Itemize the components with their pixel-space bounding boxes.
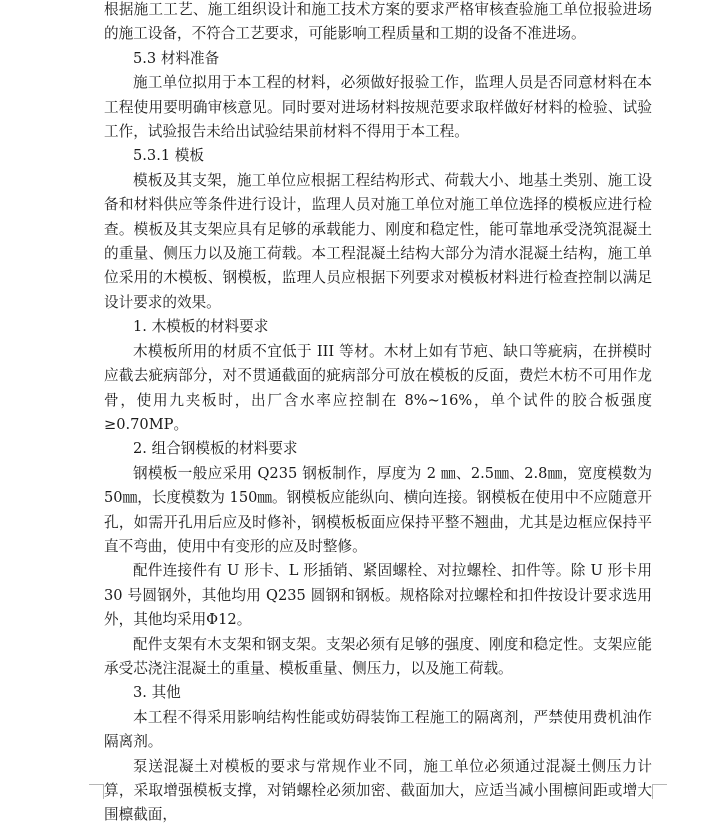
body-paragraph: 配件支架有木支架和钢支架。支架必须有足够的强度、刚度和稳定性。支架应能承受芯浇注混凝土的重量、模板重量、侧压力，以及施工荷载。 — [104, 635, 652, 677]
body-paragraph: 泵送混凝土对模板的要求与常规作业不同，施工单位必须通过混凝土侧压力计算，采取增强模板支撑，对销螺栓必须加密、截面加大，应适当减小围檩间距或增大围檩截面， — [104, 757, 652, 824]
document-body — [104, 0, 652, 828]
body-paragraph: 施工单位拟用于本工程的材料，必须做好报验工作，监理人员是否同意材料在本工程使用要明确审核意见。同时要对进场材料按规范要求取样做好材料的检验、试验工作，试验报告未给出试验结果前材料不得用于本工程。 — [104, 74, 652, 141]
page-corner-mark-bottom-left — [89, 784, 104, 799]
page-corner-mark-bottom-right — [652, 784, 667, 799]
body-paragraph: 配件连接件有 U 形卡、L 形插销、紧固螺栓、对拉螺栓、扣件等。除 U 形卡用 30 号圆钢外，其他均用 Q235 圆钢和钢板。规格除对拉螺栓和扣件按设计要求选用外，其他均采用Φ12。 — [104, 562, 652, 629]
section-heading: 5.3.1 模板 — [133, 147, 204, 165]
body-paragraph: 本工程不得采用影响结构性能或妨碍装饰工程施工的隔离剂，严禁使用费机油作隔离剂。 — [104, 708, 652, 751]
body-paragraph: 木模板所用的材质不宜低于 III 等材。木材上如有节疤、缺口等疵病，在拼模时应截去疵病部分，对不贯通截面的疵病部分可放在模板的反面，费烂木枋不可用作龙骨，使用九夹板时，出厂含水率应控制在 8%~16%，单个试件的胶合板强度≥0.70MP。 — [104, 342, 652, 433]
body-paragraph: 模板及其支架，施工单位应根据工程结构形式、荷载大小、地基土类别、施工设备和材料供应等条件进行设计，监理人员对施工单位对施工单位选择的模板应进行检查。模板及其支架应具有足够的承载能力、刚度和稳定性，能可靠地承受浇筑混凝土的重量、侧压力以及施工荷载。本工程混凝土结构大部分为清水混凝土结构，施工单位采用的木模板、钢模板，监理人员应根据下列要求对模板材料进行检查控制以满足设计要求的效果。 — [104, 171, 652, 311]
section-heading: 2. 组合钢模板的材料要求 — [133, 440, 298, 458]
body-paragraph: 钢模板一般应采用 Q235 钢板制作，厚度为 2 ㎜、2.5㎜、2.8㎜，宽度模数为 50㎜，长度模数为 150㎜。钢模板应能纵向、横向连接。钢模板在使用中不应随意开孔，如需开孔用后应及时修补，钢模板板面应保持平整不翘曲，尤其是边框应保持平直不弯曲，使用中有变形的应及时整修。 — [104, 464, 652, 555]
continued-paragraph: 根据施工工艺、施工组织设计和施工技术方案的要求严格审核查验施工单位报验进场的施工设备，不符合工艺要求，可能影响工程质量和工期的设备不准进场。 — [104, 1, 652, 43]
section-heading: 5.3 材料准备 — [133, 49, 220, 67]
section-heading: 3. 其他 — [133, 684, 181, 702]
section-heading: 1. 木模板的材料要求 — [133, 318, 269, 336]
